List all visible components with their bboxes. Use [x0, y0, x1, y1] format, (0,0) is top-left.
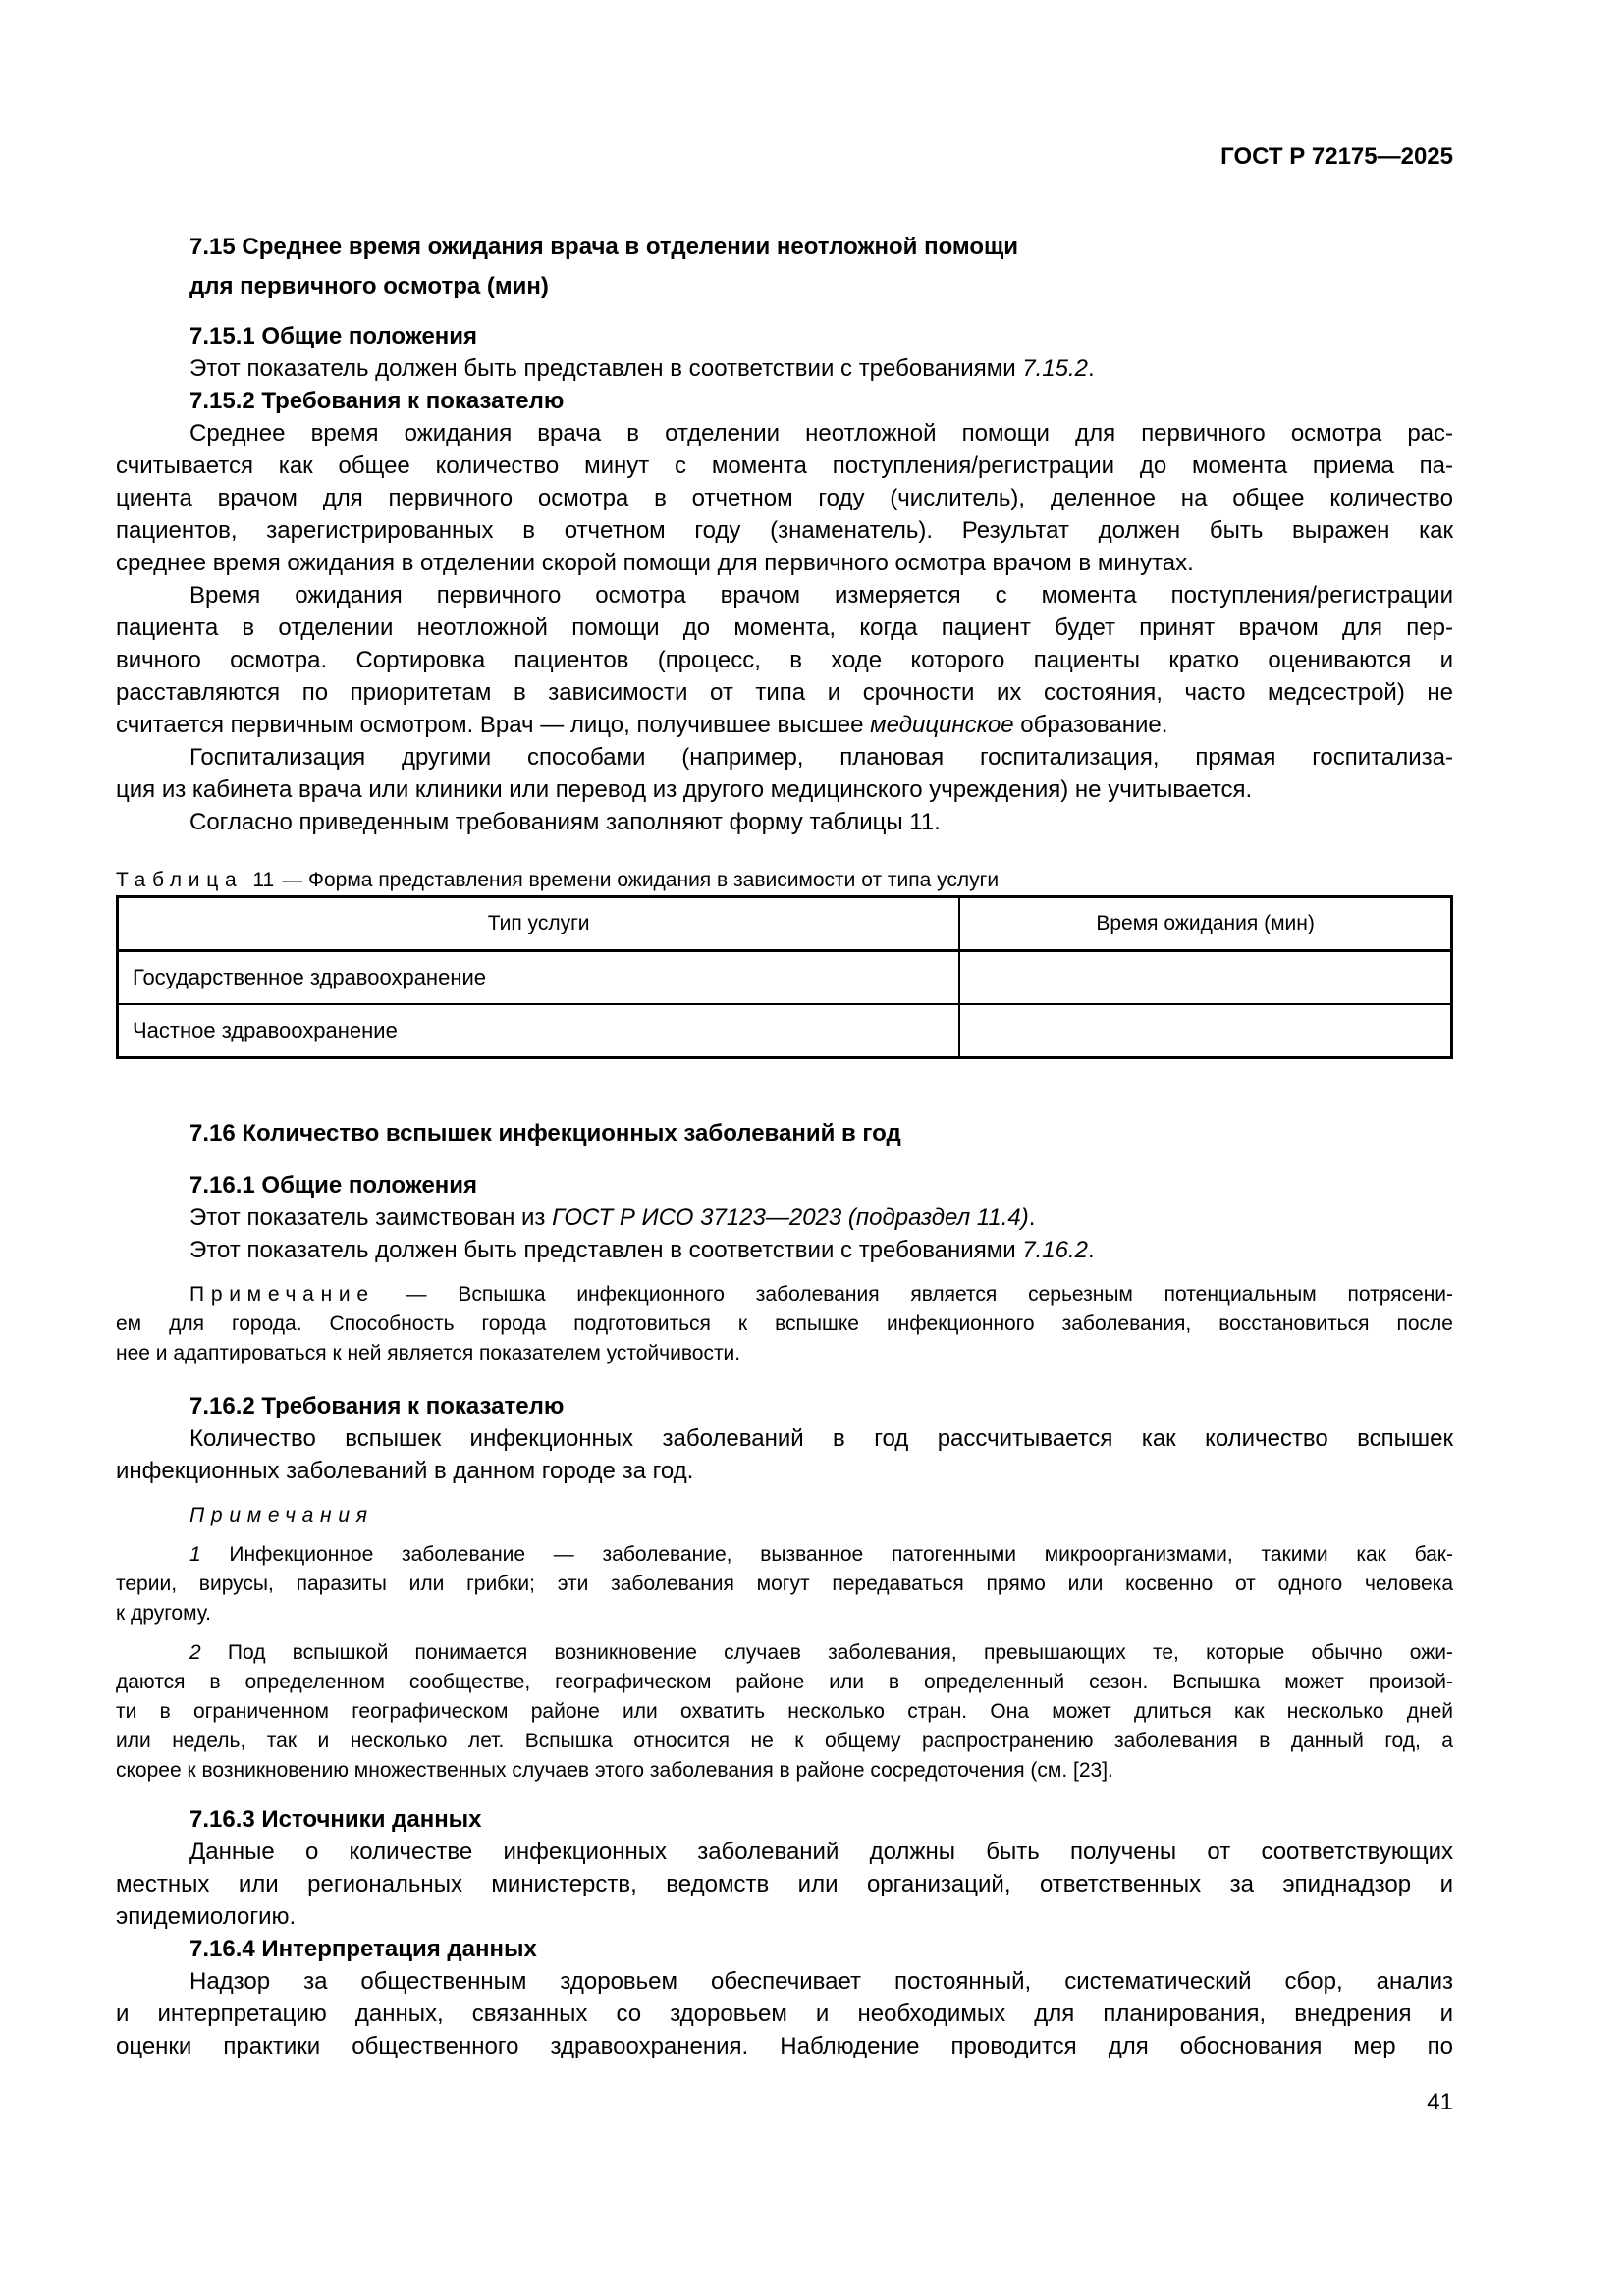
note-line	[116, 1540, 1453, 1570]
paragraph-text: .	[1088, 355, 1095, 382]
section-7-16-2-title: 7.16.2 Требования к показателю	[189, 1393, 565, 1419]
table-caption-number: 11	[252, 869, 275, 891]
paragraph-line: и интерпретацию данных, связанных со здоровьем и необходимых для планирования, внедрения и	[116, 2001, 1453, 2027]
note-line: нее и адаптироваться к ней является показателем устойчивости.	[116, 1342, 741, 1364]
paragraph-line: Данные о количестве инфекционных заболеваний должны быть получены от соответствующих	[189, 1839, 1453, 1865]
note-line: ти в ограниченном географическом районе или охватить несколько стран. Она может длиться как несколько дней	[116, 1700, 1453, 1723]
paragraph-text: Этот показатель должен быть представлен в соответствии с требованиями	[189, 355, 1023, 382]
paragraph-line: вичного осмотра. Сортировка пациентов (процесс, в ходе которого пациенты кратко оцениваются и	[116, 647, 1453, 673]
table-header-row	[118, 897, 1452, 951]
section-7-16-1-title: 7.16.1 Общие положения	[189, 1172, 478, 1199]
paragraph-line: Госпитализация другими способами (например, плановая госпитализация, прямая госпитализа-	[189, 744, 1453, 771]
paragraph-line	[116, 709, 1453, 741]
table-caption-word: Таблица	[116, 869, 244, 891]
paragraph-line: Количество вспышек инфекционных заболеваний в год рассчитывается как количество вспышек	[189, 1425, 1453, 1452]
table-row	[118, 1004, 1452, 1058]
note-line: скорее к возникновению множественных случаев этого заболевания в районе сосредоточения (см. [23].	[116, 1759, 1113, 1782]
notes-label: Примечания	[189, 1504, 374, 1526]
table-row	[118, 951, 1452, 1005]
section-7-15-1-title: 7.15.1 Общие положения	[189, 323, 478, 349]
page-number: 41	[1427, 2089, 1453, 2115]
section-7-15-title	[116, 228, 1453, 306]
paragraph-text: образование.	[1013, 712, 1168, 738]
section-7-15-title-line1: 7.15 Среднее время ожидания врача в отделении неотложной помощи	[189, 234, 1019, 260]
paragraph-line: инфекционных заболеваний в данном городе за год.	[116, 1458, 694, 1484]
table-11-caption	[116, 866, 1453, 895]
paragraph-text: считается первичным осмотром. Врач — лицо, получившее высшее	[116, 712, 871, 738]
note-line: или недель, так и несколько лет. Вспышка относится не к общему распространению заболевания в данный год, а	[116, 1730, 1453, 1752]
standard-reference: ГОСТ Р ИСО 37123—2023 (подраздел 11.4)	[552, 1204, 1029, 1231]
doc-code: ГОСТ Р 72175—2025	[1220, 143, 1453, 170]
note-number: 2	[189, 1641, 201, 1664]
note-2	[116, 1638, 1453, 1786]
paragraph-line: Надзор за общественным здоровьем обеспечивает постоянный, систематический сбор, анализ	[189, 1968, 1453, 1995]
table-cell-wait-time	[959, 1004, 1451, 1058]
note-1	[116, 1540, 1453, 1629]
paragraph: Согласно приведенным требованиям заполняют форму таблицы 11.	[189, 809, 941, 835]
paragraph-text: Этот показатель заимствован из	[189, 1204, 553, 1231]
table-caption-text: — Форма представления времени ожидания в зависимости от типа услуги	[282, 869, 1000, 891]
paragraph	[116, 1201, 1453, 1234]
paragraph-line: Среднее время ожидания врача в отделении неотложной помощи для первичного осмотра рас-	[189, 420, 1453, 447]
clause-reference: 7.15.2	[1022, 355, 1088, 382]
paragraph-line: расставляются по приоритетам в зависимости от типа и срочности их состояния, часто медсестрой) не	[116, 679, 1453, 706]
paragraph-text: Этот показатель должен быть представлен в соответствии с требованиями	[189, 1237, 1023, 1263]
note-line: к другому.	[116, 1602, 212, 1625]
table-cell-wait-time	[959, 951, 1451, 1005]
paragraph-line: циента врачом для первичного осмотра в отчетном году (числитель), деленное на общее количество	[116, 485, 1453, 511]
note-line	[116, 1638, 1453, 1668]
table-col-header-service-type: Тип услуги	[118, 897, 960, 951]
paragraph	[116, 1234, 1453, 1266]
paragraph-text: .	[1088, 1237, 1095, 1263]
paragraph-line: местных или региональных министерств, ведомств или организаций, ответственных за эпиднадзор и	[116, 1871, 1453, 1897]
paragraph-line: пациентов, зарегистрированных в отчетном году (знаменатель). Результат должен быть выражен как	[116, 517, 1453, 544]
paragraph-text: .	[1028, 1204, 1036, 1231]
note-line	[116, 1280, 1453, 1309]
clause-reference: 7.16.2	[1022, 1237, 1088, 1263]
note-line: даются в определенном сообществе, географическом районе или в определенный сезон. Вспышка может произой-	[116, 1671, 1453, 1693]
paragraph-line: считывается как общее количество минут с момента поступления/регистрации до момента приема па-	[116, 453, 1453, 479]
table-col-header-wait-time: Время ожидания (мин)	[959, 897, 1451, 951]
text-column	[116, 143, 1453, 2117]
section-7-15-title-line2: для первичного осмотра (мин)	[189, 273, 549, 299]
note-text: Под вспышкой понимается возникновение случаев заболевания, превышающих те, которые обычно ожи-	[200, 1641, 1453, 1664]
section-7-16-title: 7.16 Количество вспышек инфекционных заболеваний в год	[189, 1120, 901, 1147]
note	[116, 1280, 1453, 1368]
note-text: Вспышка инфекционного заболевания является серьезным потенциальным потрясени-	[458, 1283, 1454, 1306]
section-7-15-2-title: 7.15.2 Требования к показателю	[189, 388, 565, 414]
paragraph-line: Время ожидания первичного осмотра врачом измеряется с момента поступления/регистрации	[189, 582, 1453, 609]
table-cell-service-type: Государственное здравоохранение	[118, 951, 960, 1005]
paragraph-line: ция из кабинета врача или клиники или перевод из другого медицинского учреждения) не учитывается.	[116, 776, 1253, 803]
paragraph-line: пациента в отделении неотложной помощи до момента, когда пациент будет принят врачом для пер-	[116, 614, 1453, 641]
note-text: Инфекционное заболевание — заболевание, вызванное патогенными микроорганизмами, такими как бак-	[200, 1543, 1453, 1566]
paragraph-line: эпидемиологию.	[116, 1903, 297, 1930]
note-line: терии, вирусы, паразиты или грибки; эти заболевания могут передаваться прямо или косвенно от одного человека	[116, 1573, 1453, 1595]
note-dash: —	[374, 1283, 459, 1306]
section-7-16-4-title: 7.16.4 Интерпретация данных	[189, 1936, 537, 1962]
term-italic: медицинское	[870, 712, 1014, 738]
section-7-16-3-title: 7.16.3 Источники данных	[189, 1806, 482, 1833]
note-line: ем для города. Способность города подготовиться к вспышке инфекционного заболевания, восстановиться после	[116, 1312, 1453, 1335]
paragraph-line: оценки практики общественного здравоохранения. Наблюдение проводится для обоснования мер по	[116, 2033, 1453, 2059]
paragraph	[116, 352, 1453, 385]
note-label: Примечание	[189, 1283, 375, 1306]
paragraph-line: среднее время ожидания в отделении скорой помощи для первичного осмотра врачом в минутах.	[116, 550, 1194, 576]
table-cell-service-type: Частное здравоохранение	[118, 1004, 960, 1058]
table-11	[116, 895, 1453, 1059]
note-number: 1	[189, 1543, 201, 1566]
